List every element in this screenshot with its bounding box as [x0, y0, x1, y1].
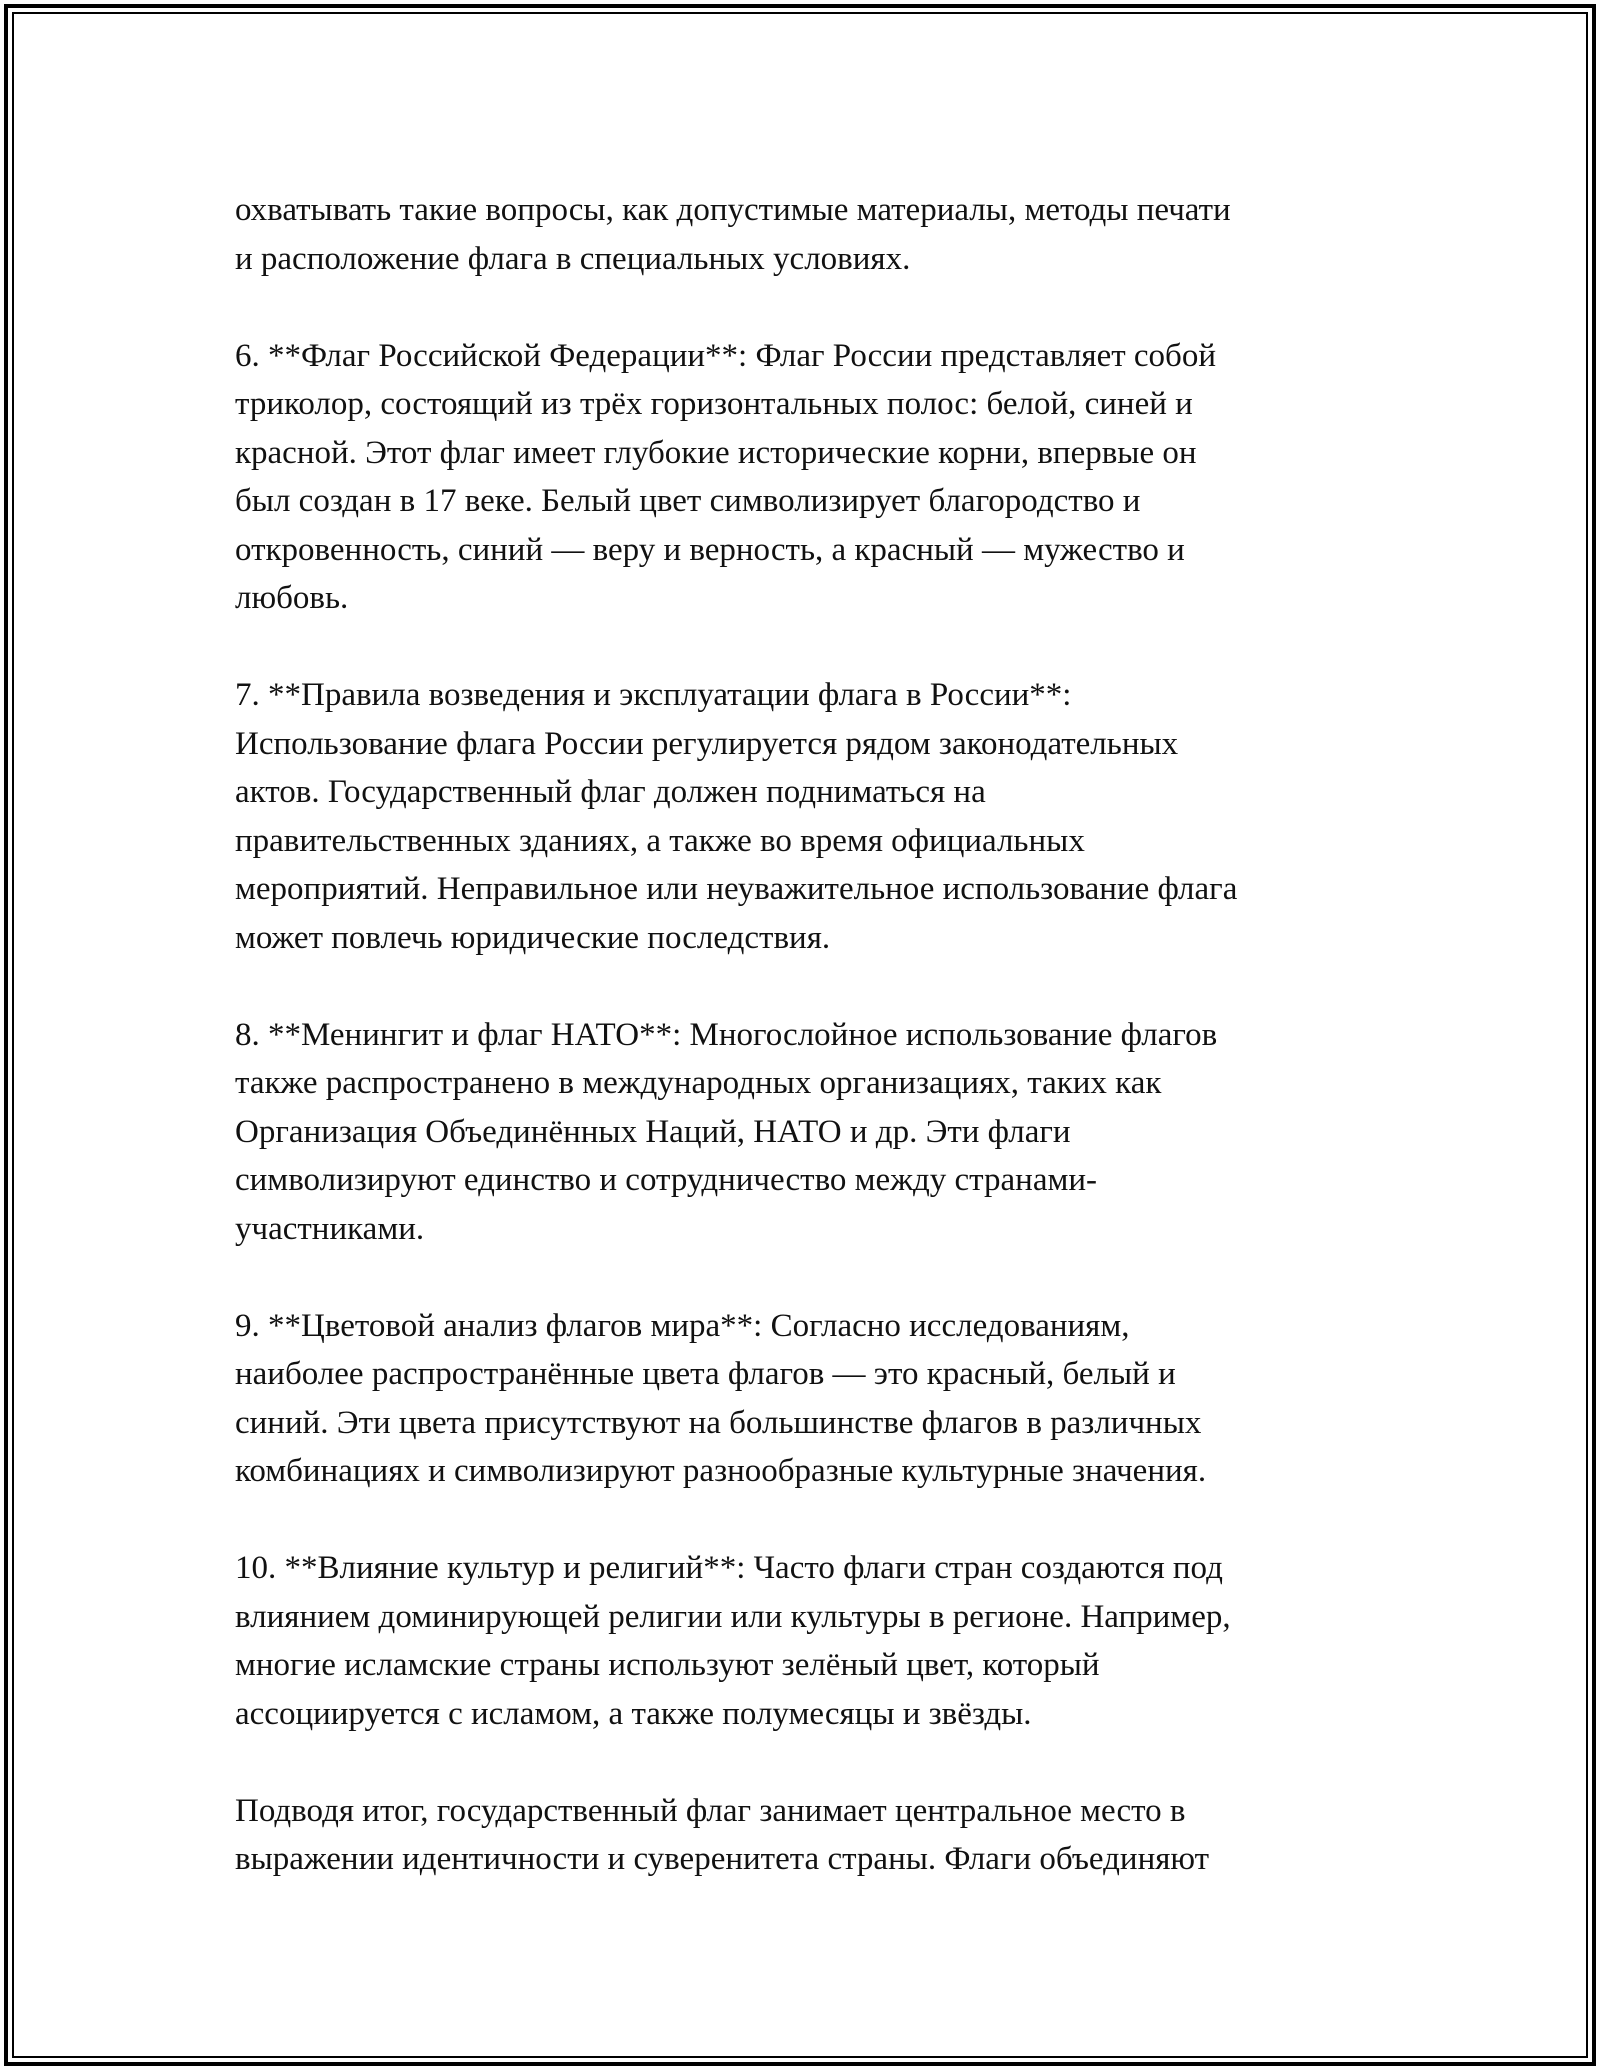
- text-line: Организация Объединённых Наций, НАТО и др. Эти флаги: [235, 1113, 1071, 1150]
- text-line: 8. **Менингит и флаг НАТО**: Многослойное использование флагов: [235, 1016, 1218, 1053]
- text-line: 7. **Правила возведения и эксплуатации флага в России**:: [235, 677, 1072, 713]
- text-line: выражении идентичности и суверенитета страны. Флаги объединяют: [235, 1841, 1210, 1877]
- text-line: мероприятий. Неправильное или неуважительное использование флага: [235, 871, 1238, 907]
- text-line: был создан в 17 веке. Белый цвет символизирует благородство и: [235, 483, 1141, 519]
- paragraph-item-7: [235, 671, 1365, 962]
- text-line: 10. **Влияние культур и религий**: Часто флаги стран создаются под: [235, 1550, 1223, 1586]
- text-line: триколор, состоящий из трёх горизонтальных полос: белой, синей и: [235, 386, 1193, 422]
- paragraph-item-9: [235, 1302, 1365, 1496]
- text-line: влиянием доминирующей религии или культуры в регионе. Например,: [235, 1598, 1231, 1635]
- text-line: символизируют единство и сотрудничество между странами-: [235, 1162, 1097, 1198]
- paragraph-item-10: [235, 1544, 1365, 1738]
- text-line: охватывать такие вопросы, как допустимые материалы, методы печати: [235, 192, 1231, 228]
- paragraph-item-8: [235, 1011, 1365, 1254]
- text-line: может повлечь юридические последствия.: [235, 919, 831, 956]
- text-line: Использование флага России регулируется рядом законодательных: [235, 725, 1179, 762]
- text-line: 6. **Флаг Российской Федерации**: Флаг России представляет собой: [235, 337, 1217, 374]
- paragraph-item-6: [235, 332, 1365, 623]
- text-line: Подводя итог, государственный флаг занимает центральное место в: [235, 1792, 1186, 1829]
- text-line: актов. Государственный флаг должен подниматься на: [235, 774, 986, 810]
- text-line: синий. Эти цвета присутствуют на большинстве флагов в различных: [235, 1404, 1202, 1441]
- text-line: также распространено в международных организациях, таких как: [235, 1065, 1162, 1101]
- text-line: многие исламские страны используют зелёный цвет, который: [235, 1647, 1100, 1683]
- text-line: 9. **Цветовой анализ флагов мира**: Согласно исследованиям,: [235, 1307, 1130, 1344]
- text-line: и расположение флага в специальных условиях.: [235, 240, 911, 277]
- paragraph-conclusion: [235, 1787, 1365, 1884]
- document-body: [235, 186, 1365, 1932]
- text-line: участниками.: [235, 1210, 425, 1247]
- text-line: комбинациях и символизируют разнообразные культурные значения.: [235, 1453, 1207, 1489]
- text-line: красной. Этот флаг имеет глубокие исторические корни, впервые он: [235, 434, 1197, 471]
- text-line: наиболее распространённые цвета флагов — это красный, белый и: [235, 1356, 1176, 1392]
- text-line: любовь.: [235, 580, 349, 616]
- paragraph-continuation: [235, 186, 1365, 283]
- text-line: правительственных зданиях, а также во время официальных: [235, 822, 1085, 859]
- text-line: ассоциируется с исламом, а также полумесяцы и звёзды.: [235, 1695, 1032, 1732]
- text-line: откровенность, синий — веру и верность, а красный — мужество и: [235, 531, 1185, 568]
